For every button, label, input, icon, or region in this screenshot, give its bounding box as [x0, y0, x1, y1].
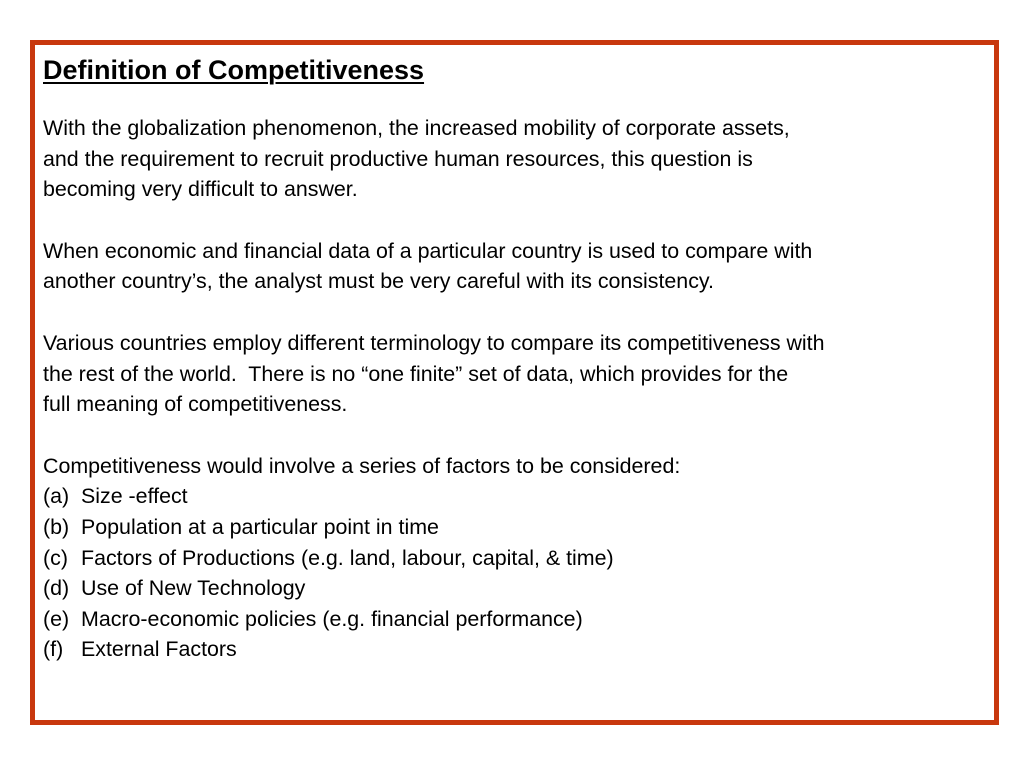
paragraph-economic-data: [43, 236, 988, 297]
paragraph-line: and the requirement to recruit productive human resources, this question is: [43, 146, 753, 171]
list-item-text: Size -effect: [81, 484, 188, 509]
list-item: [43, 543, 988, 574]
list-item-marker: (b): [43, 514, 70, 539]
list-item-marker: (f): [43, 637, 64, 662]
slide-content: [43, 52, 988, 665]
list-item-marker: (d): [43, 576, 70, 601]
list-item-text: Use of New Technology: [81, 576, 306, 601]
list-item-text: External Factors: [81, 637, 237, 662]
paragraph-line: With the globalization phenomenon, the increased mobility of corporate assets,: [43, 116, 790, 140]
list-item-text: Factors of Productions (e.g. land, labour, capital, & time): [81, 545, 614, 570]
paragraph-line: the rest of the world. There is no “one finite” set of data, which provides for the: [43, 361, 789, 386]
list-item: [43, 481, 988, 512]
paragraph-globalization: [43, 113, 988, 205]
paragraph-line: another country’s, the analyst must be very careful with its consistency.: [43, 269, 714, 294]
slide-title: Definition of Competitiveness: [43, 55, 425, 85]
factors-intro: Competitiveness would involve a series of factors to be considered:: [43, 453, 681, 478]
paragraph-line: full meaning of competitiveness.: [43, 392, 348, 417]
list-item-text: Macro-economic policies (e.g. financial performance): [81, 606, 583, 631]
list-item-marker: (a): [43, 484, 70, 509]
paragraph-line: becoming very difficult to answer.: [43, 177, 358, 202]
list-item: [43, 604, 988, 635]
factors-list: [43, 481, 988, 665]
list-item-text: Population at a particular point in time: [81, 514, 439, 539]
paragraph-terminology: [43, 328, 988, 420]
list-item: [43, 634, 988, 665]
list-item-marker: (c): [43, 545, 68, 570]
paragraph-line: Various countries employ different terminology to compare its competitiveness with: [43, 330, 825, 355]
list-item: [43, 512, 988, 543]
paragraph-line: When economic and financial data of a particular country is used to compare with: [43, 238, 813, 263]
list-item: [43, 573, 988, 604]
list-item-marker: (e): [43, 606, 70, 631]
